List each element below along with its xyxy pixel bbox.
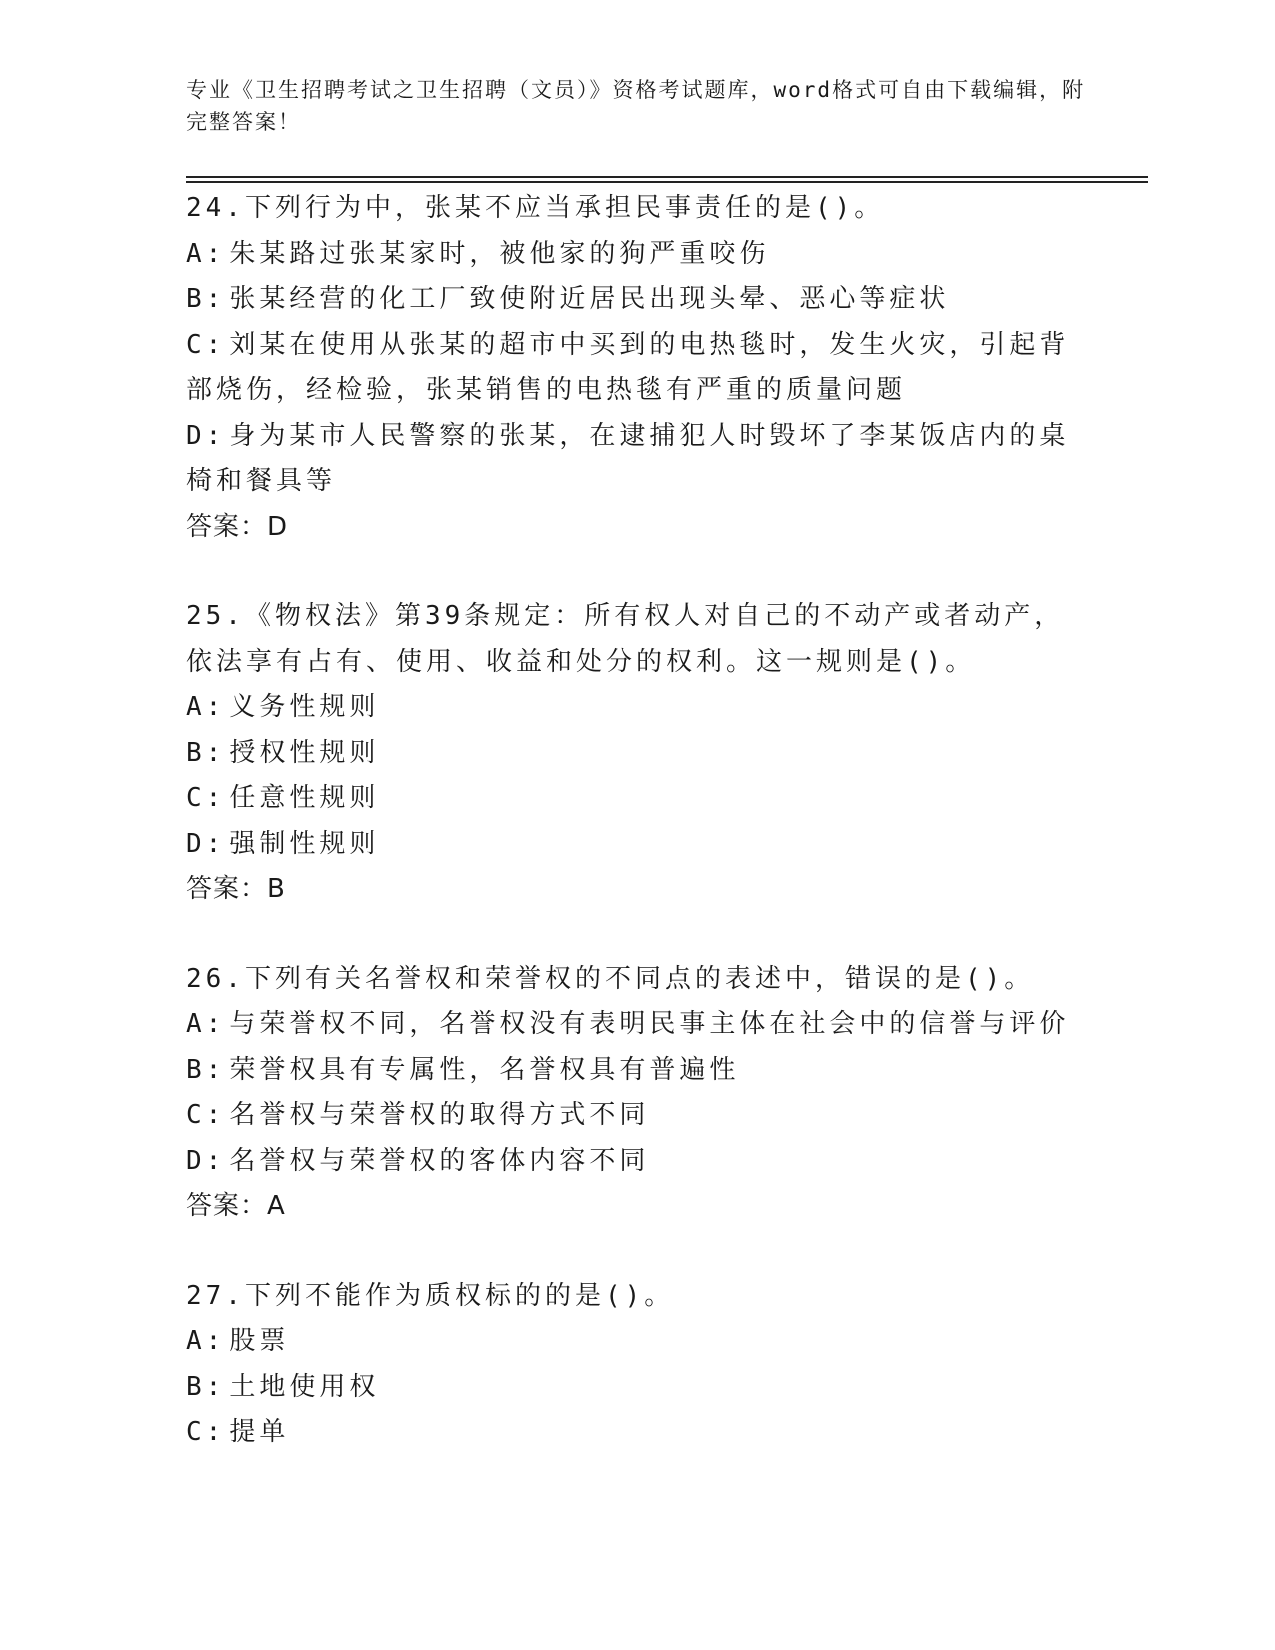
answer-label: 答案：A — [186, 1191, 286, 1221]
question-list — [186, 186, 1086, 1500]
option-key: B — [186, 1054, 206, 1085]
option-c: C: 任意性规则 — [186, 783, 380, 813]
question-stem: 27.下列不能作为质权标的的是()。 — [186, 1280, 675, 1311]
option-text: 授权性规则 — [229, 737, 380, 768]
option-d: D: 身为某市人民警察的张某，在逮捕犯人时毁坏了李某饭店内的桌椅和餐具等 — [186, 420, 1070, 496]
option-a: A: 朱某路过张某家时，被他家的狗严重咬伤 — [186, 238, 770, 269]
option-text: 朱某路过张某家时，被他家的狗严重咬伤 — [229, 238, 770, 269]
header-divider-top — [186, 176, 1148, 178]
question-24 — [186, 186, 1086, 550]
option-key: A — [186, 1009, 206, 1039]
option-text: 强制性规则 — [229, 828, 380, 859]
question-stem: 26.下列有关名誉权和荣誉权的不同点的表述中，错误的是()。 — [186, 963, 1035, 994]
option-c: C: 名誉权与荣誉权的取得方式不同 — [186, 1100, 650, 1130]
option-key: A — [186, 238, 206, 269]
option-text: 股票 — [229, 1326, 290, 1356]
option-key: B — [186, 737, 206, 768]
option-key: C — [186, 783, 206, 813]
question-25 — [186, 594, 1086, 913]
option-text: 与荣誉权不同，名誉权没有表明民事主体在社会中的信誉与评价 — [229, 1009, 1070, 1039]
option-text: 土地使用权 — [229, 1371, 380, 1402]
question-27 — [186, 1274, 1086, 1456]
option-a: A: 义务性规则 — [186, 692, 380, 722]
option-b: B: 土地使用权 — [186, 1371, 380, 1402]
option-b: B: 荣誉权具有专属性，名誉权具有普遍性 — [186, 1054, 740, 1085]
option-c: C: 刘某在使用从张某的超市中买到的电热毯时，发生火灾，引起背部烧伤，经检验，张某销售的电热毯有严重的质量问题 — [186, 329, 1070, 405]
option-key: A — [186, 1326, 206, 1356]
option-text: 荣誉权具有专属性，名誉权具有普遍性 — [229, 1054, 740, 1085]
option-d: D: 名誉权与荣誉权的客体内容不同 — [186, 1145, 650, 1176]
option-key: B — [186, 284, 206, 314]
option-text: 名誉权与荣誉权的取得方式不同 — [229, 1100, 650, 1130]
answer-label: 答案：D — [186, 511, 289, 542]
option-text: 名誉权与荣誉权的客体内容不同 — [229, 1145, 650, 1176]
option-b: B: 张某经营的化工厂致使附近居民出现头晕、恶心等症状 — [186, 284, 950, 314]
option-key: D — [186, 1145, 206, 1176]
option-key: C — [186, 329, 206, 360]
option-text: 张某经营的化工厂致使附近居民出现头晕、恶心等症状 — [229, 284, 950, 314]
option-text: 提单 — [229, 1417, 290, 1447]
option-key: D — [186, 828, 206, 859]
option-key: D — [186, 420, 206, 451]
option-a: A: 与荣誉权不同，名誉权没有表明民事主体在社会中的信誉与评价 — [186, 1009, 1070, 1039]
option-text: 身为某市人民警察的张某，在逮捕犯人时毁坏了李某饭店内的桌椅和餐具等 — [186, 420, 1070, 496]
option-text: 刘某在使用从张某的超市中买到的电热毯时，发生火灾，引起背部烧伤，经检验，张某销售的电热毯有严重的质量问题 — [186, 329, 1070, 405]
option-d: D: 强制性规则 — [186, 828, 380, 859]
option-key: A — [186, 692, 206, 722]
option-a: A: 股票 — [186, 1326, 290, 1356]
option-key: B — [186, 1371, 206, 1402]
question-stem: 25.《物权法》第39条规定：所有权人对自己的不动产或者动产，依法享有占有、使用、收益和处分的权利。这一规则是()。 — [186, 601, 1065, 677]
question-26 — [186, 957, 1086, 1230]
document-header: 专业《卫生招聘考试之卫生招聘（文员）》资格考试题库，word格式可自由下载编辑，附完整答案！ — [186, 78, 1086, 134]
option-text: 任意性规则 — [229, 783, 380, 813]
option-c: C: 提单 — [186, 1417, 290, 1447]
question-stem: 24.下列行为中，张某不应当承担民事责任的是()。 — [186, 193, 885, 223]
header-divider-bottom — [186, 181, 1148, 183]
answer-label: 答案：B — [186, 874, 286, 904]
option-key: C — [186, 1417, 206, 1447]
option-b: B: 授权性规则 — [186, 737, 380, 768]
option-key: C — [186, 1100, 206, 1130]
option-text: 义务性规则 — [229, 692, 380, 722]
